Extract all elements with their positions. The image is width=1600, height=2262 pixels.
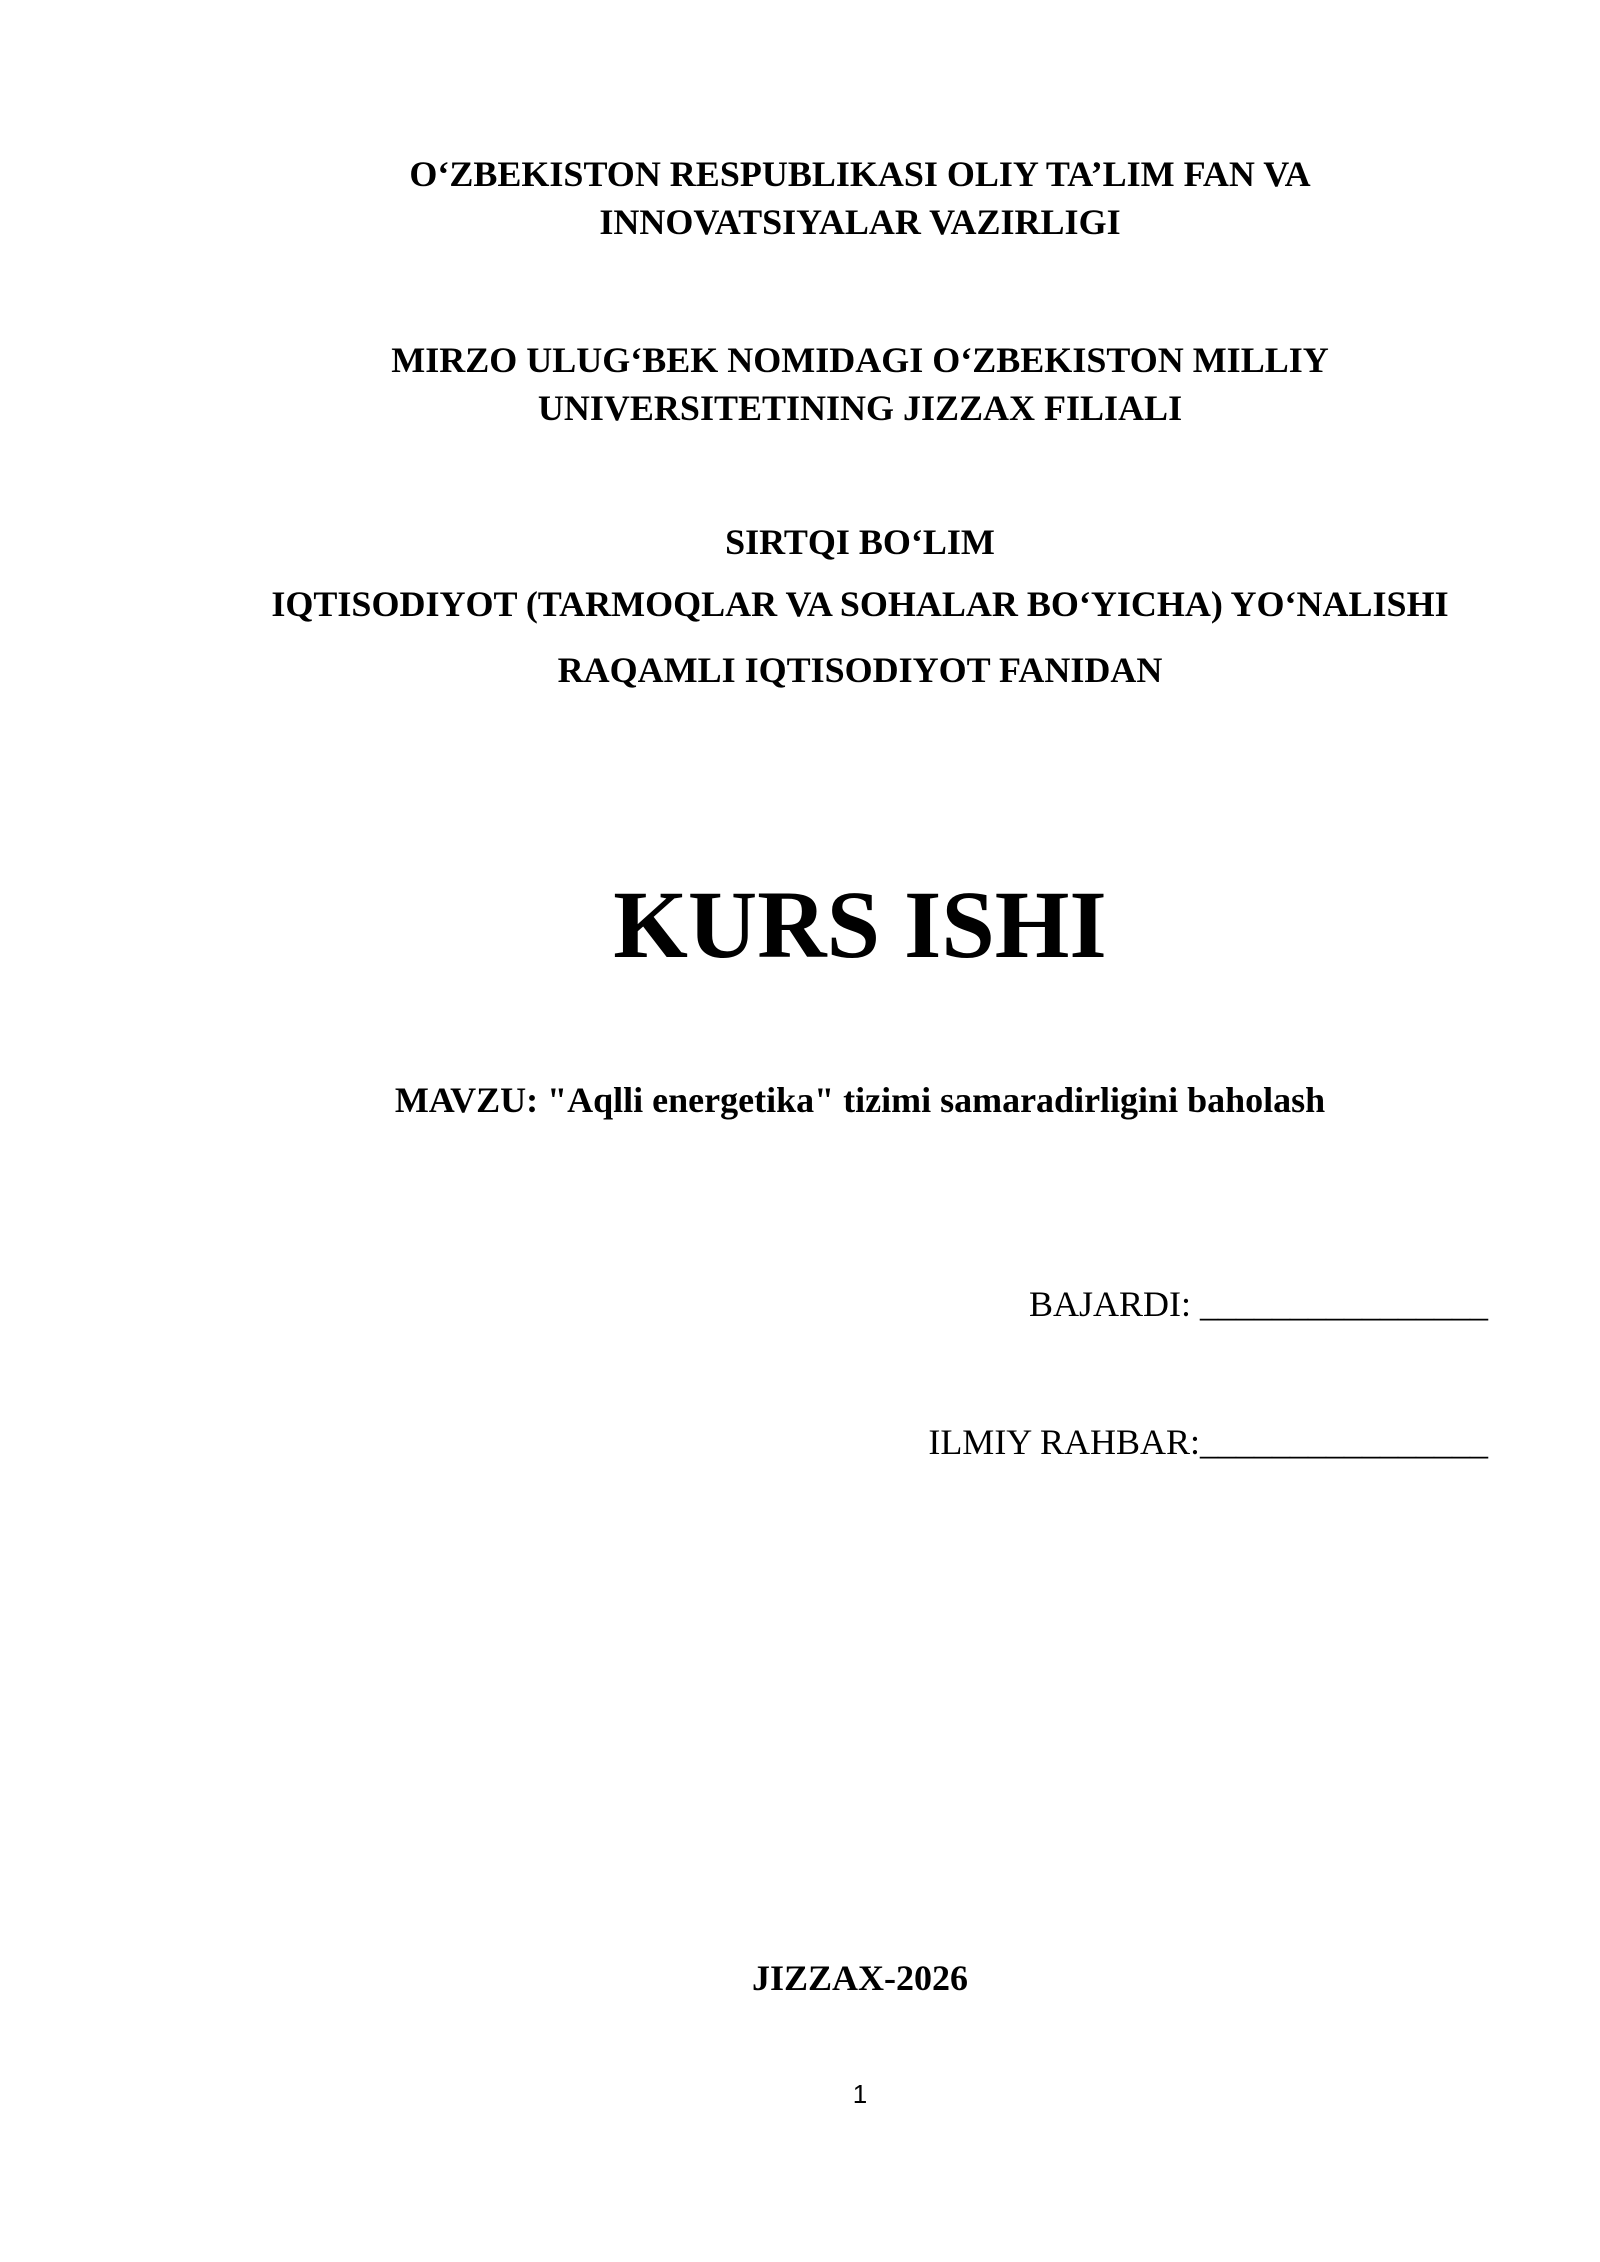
document-type-title: KURS ISHI <box>613 871 1107 978</box>
ministry-line-1: O‘ZBEKISTON RESPUBLIKASI OLIY TA’LIM FAN VA <box>409 154 1311 194</box>
page-number: 1 <box>852 2079 868 2109</box>
university-line-2: UNIVERSITETINING JIZZAX FILIALI <box>537 388 1183 428</box>
topic-line: MAVZU: "Aqlli energetika" tizimi samaradirligini baholash <box>394 1080 1326 1120</box>
ministry-heading <box>0 150 1600 246</box>
supervisor-signature-line: ILMIY RAHBAR:________________ <box>928 1422 1488 1462</box>
ministry-line-2: INNOVATSIYALAR VAZIRLIGI <box>599 202 1121 242</box>
performer-signature-line: BAJARDI: ________________ <box>1028 1284 1488 1324</box>
direction-heading: IQTISODIYOT (TARMOQLAR VA SOHALAR BO‘YICHA) YO‘NALISHI <box>271 584 1449 624</box>
department-heading: SIRTQI BO‘LIM <box>725 522 995 562</box>
university-line-1: MIRZO ULUG‘BEK NOMIDAGI O‘ZBEKISTON MILLIY <box>391 340 1329 380</box>
city-year: JIZZAX-2026 <box>751 1958 969 1998</box>
university-heading <box>0 336 1600 432</box>
subject-heading: RAQAMLI IQTISODIYOT FANIDAN <box>557 650 1163 690</box>
